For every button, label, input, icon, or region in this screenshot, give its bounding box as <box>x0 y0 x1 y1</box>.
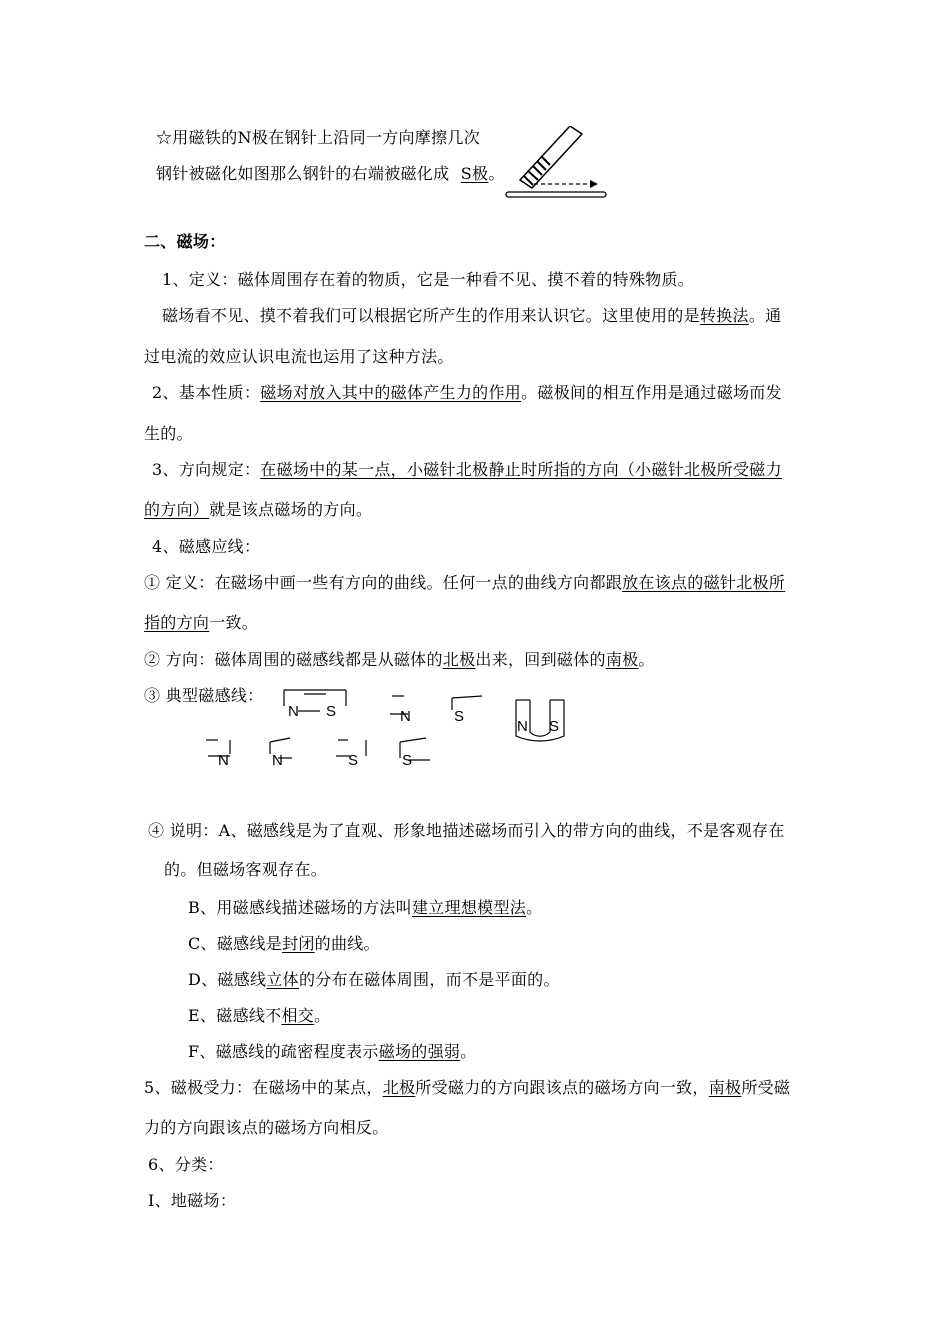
notes-c-answer: 封闭 <box>282 934 315 953</box>
notes-d-answer: 立体 <box>266 970 299 989</box>
notes-c-tail: 的曲线。 <box>314 934 380 953</box>
force-text: 5、磁极受力：在磁场中的某点， <box>144 1078 383 1097</box>
notes-f-tail: 。 <box>460 1042 477 1061</box>
label-n-4: N <box>272 752 283 769</box>
def-text: 磁场看不见、摸不着我们可以根据它所产生的作用来认识它。这里使用的是 <box>162 306 700 325</box>
dashed-arrow <box>534 180 598 188</box>
direction-tail: 就是该点磁场的方向。 <box>209 500 373 519</box>
notes-b-tail: 。 <box>526 898 543 917</box>
basic-label: 2、基本性质： <box>152 383 261 402</box>
lines-def-line-1 <box>144 573 785 593</box>
lines-def-answer-1: 放在该点的磁针北极所 <box>622 573 786 592</box>
steel-needle <box>506 192 606 197</box>
def-answer: 转换法 <box>699 306 749 325</box>
notes-d-tail: 的分布在磁体周围，而不是平面的。 <box>298 970 560 989</box>
notes-c-text: C、磁感线是 <box>188 934 283 953</box>
magnetize-period: 。 <box>488 164 505 183</box>
force-answer-north: 北极 <box>382 1078 416 1097</box>
magnetize-line-2 <box>156 164 505 184</box>
notes-e <box>188 1006 330 1026</box>
direction-line-1 <box>152 460 782 480</box>
basic-answer: 磁场对放入其中的磁体产生力的作用 <box>260 383 522 402</box>
force-mid: 所受磁力的方向跟该点的磁场方向一致， <box>415 1078 709 1097</box>
direction-answer-1: 在磁场中的某一点，小磁针北极静止时所指的方向（小磁针北极所受磁力 <box>260 460 782 479</box>
direction-answer-2: 的方向） <box>144 500 210 519</box>
lines-dir-tail: 。 <box>638 650 655 669</box>
notes-d <box>188 970 560 990</box>
def-tail: 。通 <box>748 306 782 325</box>
lines-dir-mid: 出来，回到磁体的 <box>475 650 606 669</box>
label-n-2: N <box>400 708 411 725</box>
notes-b <box>188 898 542 918</box>
typical-field-lines-figure <box>190 686 590 770</box>
force-line-1 <box>144 1078 790 1098</box>
label-s-4: S <box>402 752 413 769</box>
label-s-2: S <box>454 708 465 725</box>
def-line-3: 过电流的效应认识电流也运用了这种方法。 <box>144 347 454 366</box>
lines-def-answer-2: 指的方向 <box>144 613 210 632</box>
lines-typical-label: ③ 典型磁感线： <box>144 686 264 705</box>
lines-dir-answer-south: 南极 <box>605 650 639 669</box>
basic-tail: 。磁极间的相互作用是通过磁场而发 <box>521 383 782 402</box>
lines-dir-line <box>144 650 655 670</box>
lines-title: 4、磁感应线： <box>152 537 261 556</box>
notes-b-answer: 建立理想模型法 <box>411 898 527 917</box>
basic-line-2: 生的。 <box>144 424 193 443</box>
notes-d-text: D、磁感线 <box>188 970 267 989</box>
section-title: 二、磁场： <box>144 232 226 251</box>
lines-def-text: ① 定义：在磁场中画一些有方向的曲线。任何一点的曲线方向都跟 <box>144 573 623 592</box>
notes-e-tail: 。 <box>314 1006 331 1025</box>
lines-def-line-2 <box>144 613 258 633</box>
label-s-horseshoe: S <box>549 718 560 735</box>
label-n-1: N <box>288 703 299 720</box>
label-n-horseshoe: N <box>517 718 528 735</box>
direction-line-2 <box>144 500 372 520</box>
lines-dir-text: ② 方向：磁体周围的磁感线都是从磁体的 <box>144 650 443 669</box>
classify-title: 6、分类： <box>148 1155 224 1174</box>
notes-f <box>188 1042 477 1062</box>
notes-f-text: F、磁感线的疏密程度表示 <box>188 1042 379 1061</box>
notes-e-answer: 相交 <box>281 1006 315 1025</box>
direction-label: 3、方向规定： <box>152 460 261 479</box>
def-line-2 <box>162 306 781 326</box>
magnetize-answer: S极 <box>460 164 489 183</box>
force-answer-south: 南极 <box>708 1078 742 1097</box>
notes-a-line-1: ④ 说明：A、磁感线是为了直观、形象地描述磁场而引入的带方向的曲线，不是客观存在 <box>148 821 785 840</box>
notes-a-line-2: 的。但磁场客观存在。 <box>164 860 328 879</box>
notes-c <box>188 934 380 954</box>
magnetize-text: 钢针被磁化如图那么钢针的右端被磁化成 <box>156 164 450 183</box>
notes-e-text: E、磁感线不 <box>188 1006 282 1025</box>
bar-magnet <box>520 126 582 188</box>
force-line-2: 力的方向跟该点的磁场方向相反。 <box>144 1118 389 1137</box>
notes-f-answer: 磁场的强弱 <box>378 1042 461 1061</box>
force-tail: 所受磁 <box>741 1078 791 1097</box>
magnetize-figure <box>500 126 610 202</box>
lines-dir-answer-north: 北极 <box>442 650 476 669</box>
magnetize-line-1: ☆用磁铁的N极在钢针上沿同一方向摩擦几次 <box>156 128 481 147</box>
basic-line-1 <box>152 383 782 403</box>
notes-b-text: B、用磁感线描述磁场的方法叫 <box>188 898 412 917</box>
def-line-1: 1、定义：磁体周围存在着的物质，它是一种看不见、摸不着的特殊物质。 <box>162 270 695 289</box>
label-s-1: S <box>326 703 337 720</box>
lines-def-tail: 一致。 <box>209 613 259 632</box>
label-n-3: N <box>218 752 229 769</box>
classify-item-1: Ⅰ、地磁场： <box>148 1191 237 1210</box>
label-s-3: S <box>348 752 359 769</box>
